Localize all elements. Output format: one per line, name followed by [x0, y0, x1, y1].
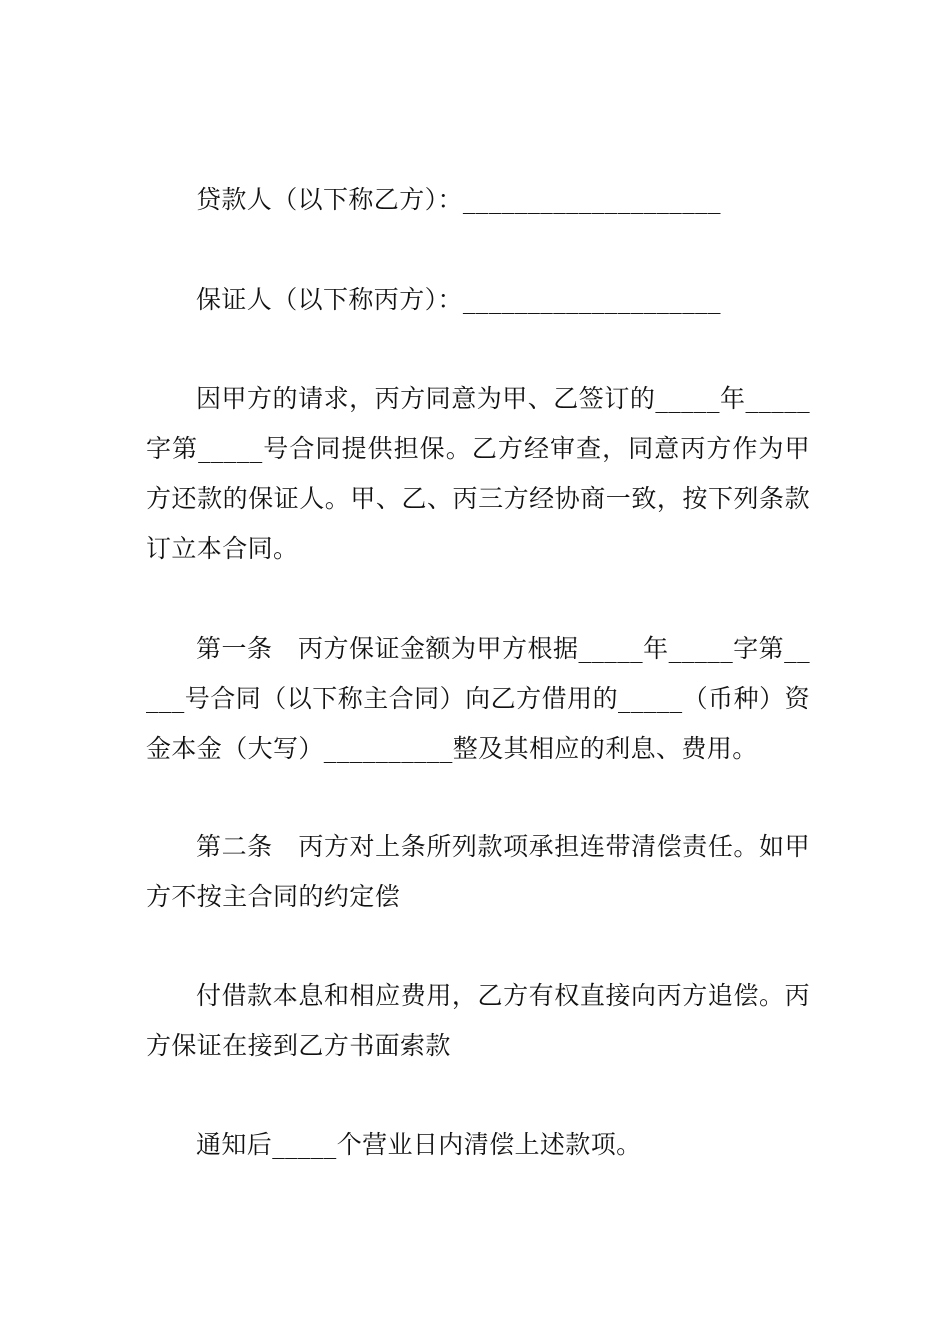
- guarantor-line: 保证人（以下称丙方）：____________________: [196, 285, 721, 314]
- lender-line: 贷款人（以下称乙方）：____________________: [196, 185, 721, 214]
- article-two-paragraph: 第二条 丙方对上条所列款项承担连带清偿责任。如甲方不按主合同的约定偿: [146, 832, 810, 911]
- preamble-paragraph: 因甲方的请求，丙方同意为甲、乙签订的_____年_____字第_____号合同提供担保。乙方经审查，同意丙方作为甲方还款的保证人。甲、乙、丙三方经协商一致，按下列条款订立本合同。: [146, 384, 810, 563]
- repayment-paragraph: 付借款本息和相应费用，乙方有权直接向丙方追偿。丙方保证在接到乙方书面索款: [146, 981, 810, 1060]
- notice-paragraph: 通知后_____个营业日内清偿上述款项。: [196, 1130, 642, 1159]
- article-one-paragraph: 第一条 丙方保证金额为甲方根据_____年_____字第_____号合同（以下称主合同）向乙方借用的_____（币种）资金本金（大写）__________整及其相应的利息、费用。: [146, 634, 810, 763]
